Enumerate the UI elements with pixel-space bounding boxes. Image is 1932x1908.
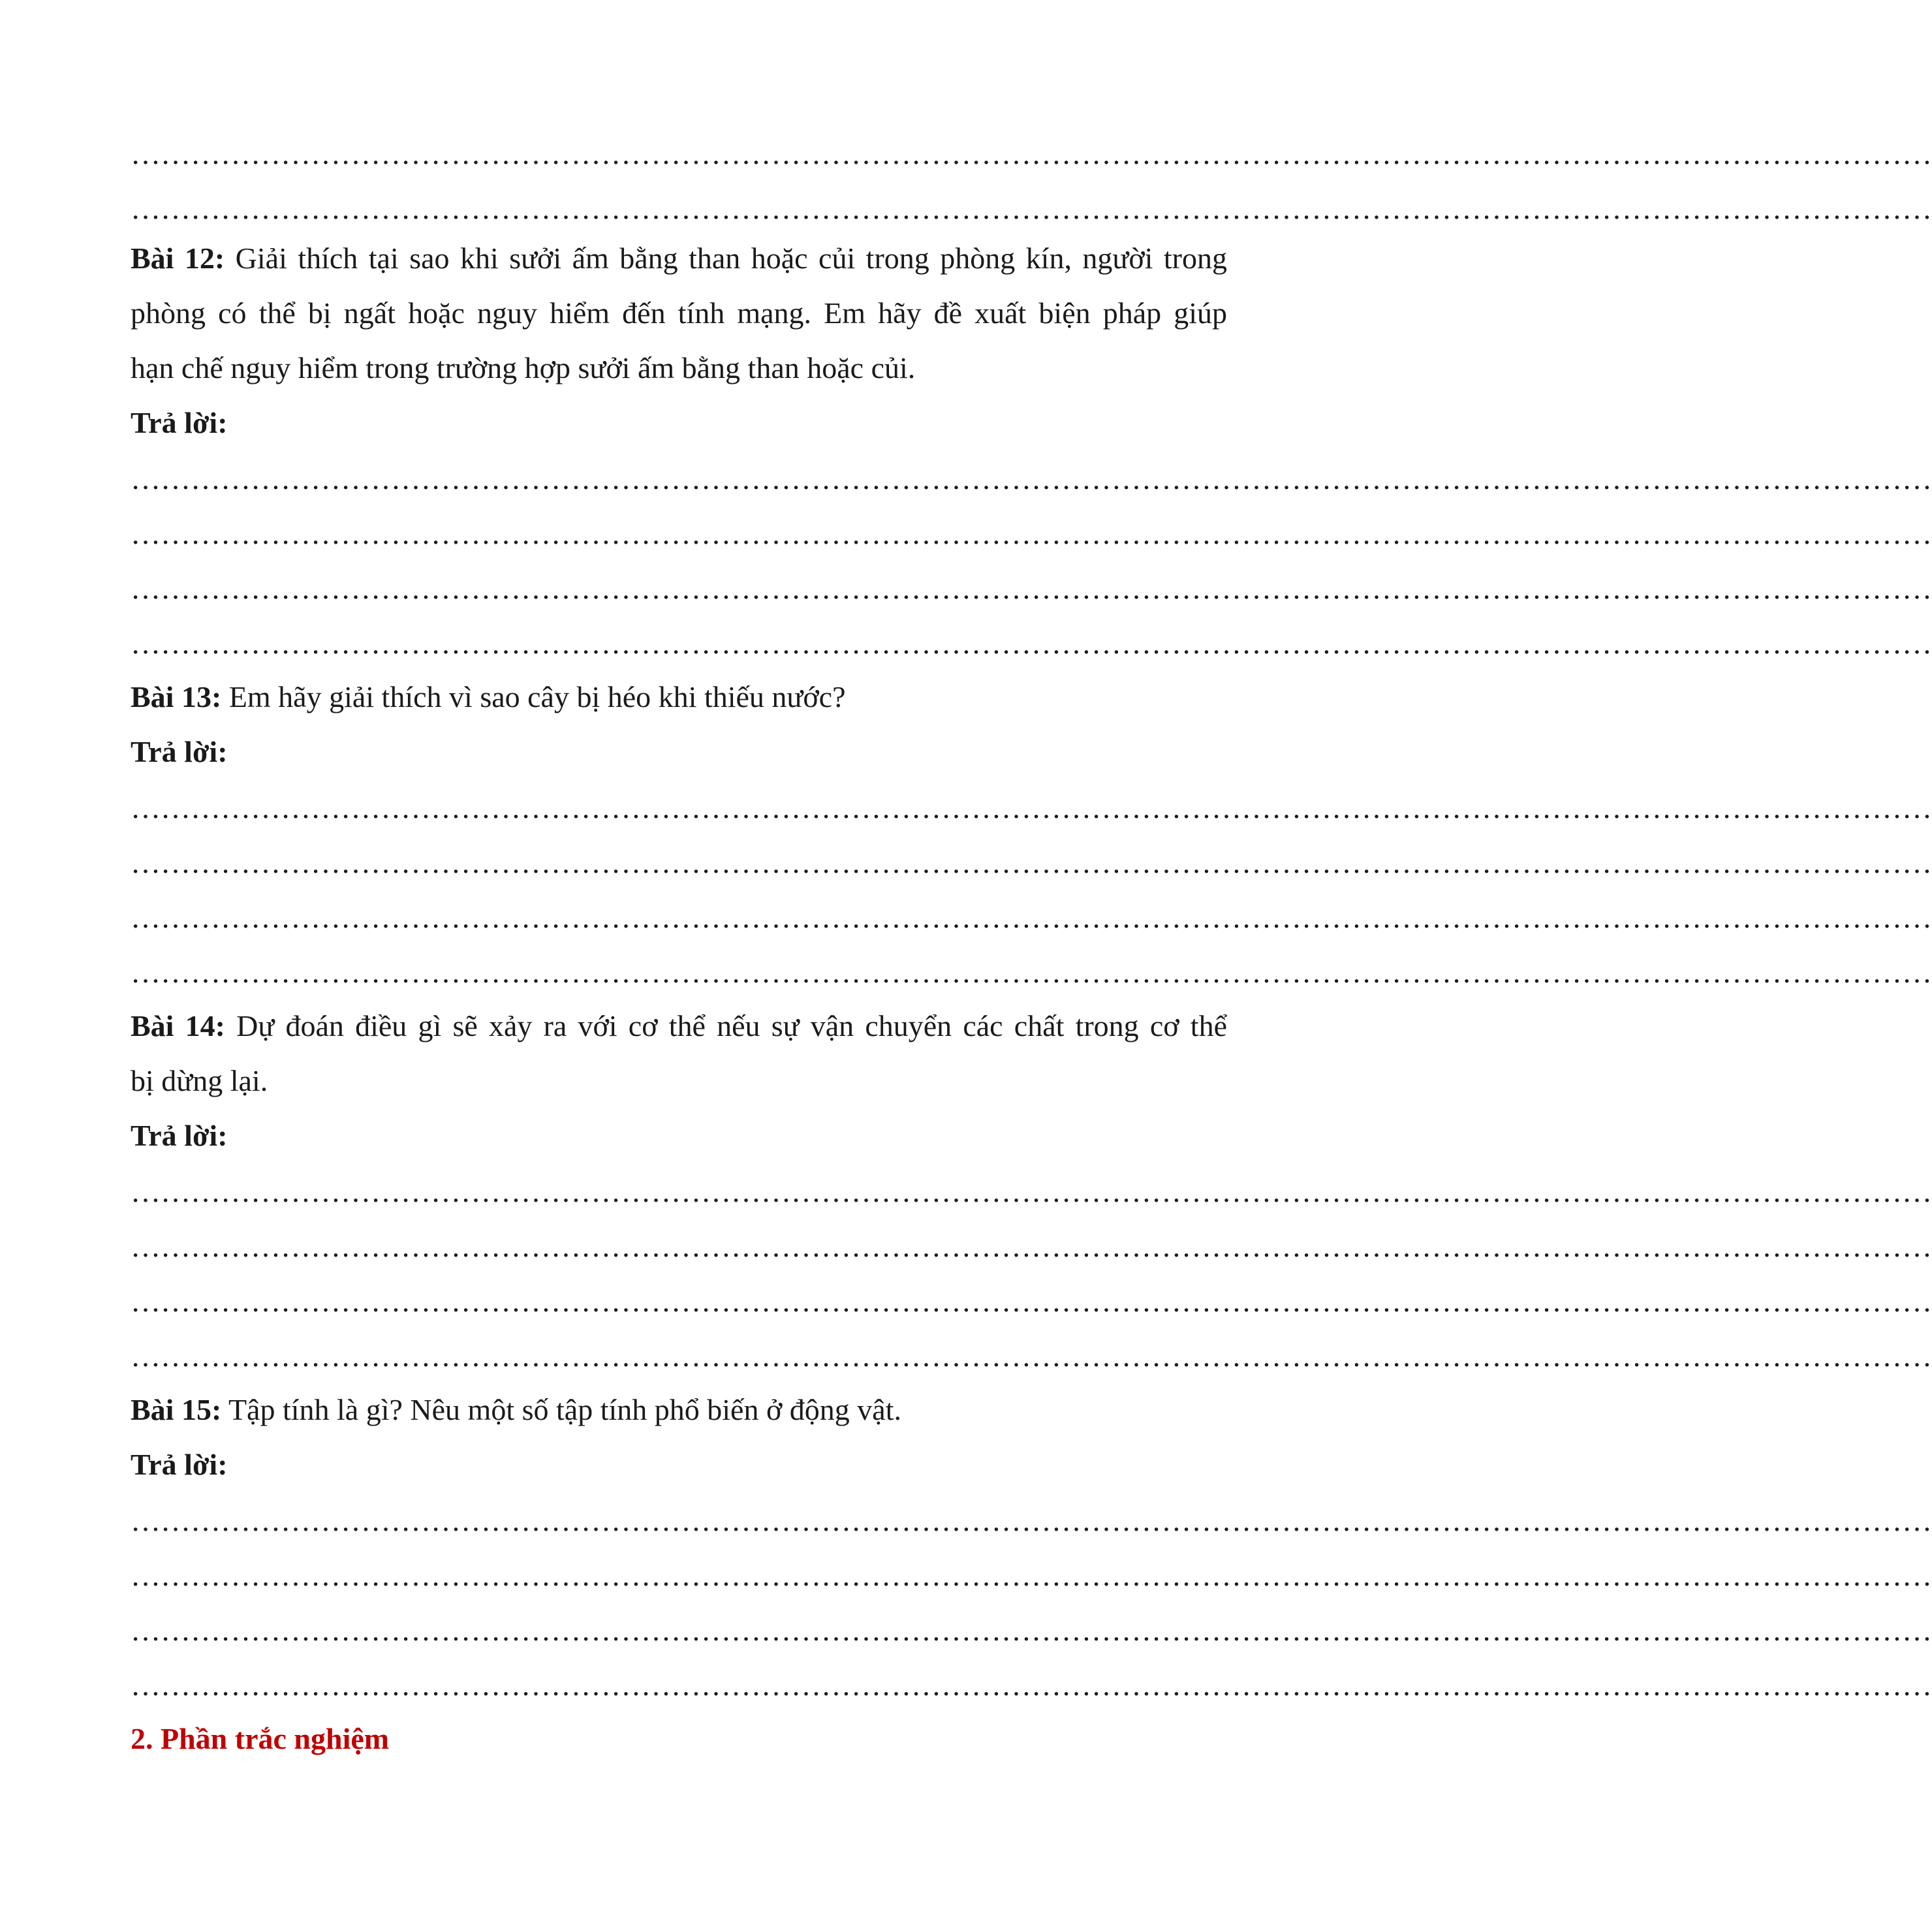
answer-line: ……………………………………………………………………………………………………………………………………………………………… bbox=[131, 192, 1932, 225]
answer-line: ……………………………………………………………………………………………………………………………………………………………… bbox=[131, 1175, 1932, 1208]
answer-line: ……………………………………………………………………………………………………………………………………………………………… bbox=[131, 1614, 1932, 1647]
question-15-line-1: Bài 15: Tập tính là gì? Nêu một số tập tính phổ biến ở động vật. bbox=[131, 1393, 901, 1426]
answer-line: ……………………………………………………………………………………………………………………………………………………………… bbox=[131, 137, 1932, 170]
answer-line: ……………………………………………………………………………………………………………………………………………………………… bbox=[131, 1504, 1932, 1537]
question-13-line-1: Bài 13: Em hãy giải thích vì sao cây bị héo khi thiếu nước? bbox=[131, 680, 846, 713]
answer-line: ……………………………………………………………………………………………………………………………………………………………… bbox=[131, 956, 1932, 989]
answer-line: ……………………………………………………………………………………………………………………………………………………………… bbox=[131, 846, 1932, 879]
answer-line: ……………………………………………………………………………………………………………………………………………………………… bbox=[131, 1339, 1932, 1373]
answer-line: ……………………………………………………………………………………………………………………………………………………………… bbox=[131, 1668, 1932, 1702]
answer-label: Trả lời: bbox=[131, 406, 228, 439]
question-12-line-3: hạn chế nguy hiểm trong trường hợp sưởi ấm bằng than hoặc củi. bbox=[131, 351, 916, 384]
question-14-line-1: Bài 14: Dự đoán điều gì sẽ xảy ra với cơ thể nếu sự vận chuyển các chất trong cơ thể bbox=[131, 1009, 1227, 1042]
answer-label: Trả lời: bbox=[131, 1119, 228, 1152]
section-title: 2. Phần trắc nghiệm bbox=[131, 1722, 390, 1755]
answer-line: ……………………………………………………………………………………………………………………………………………………………… bbox=[131, 1559, 1932, 1592]
answer-line: ……………………………………………………………………………………………………………………………………………………………… bbox=[131, 791, 1932, 824]
answer-label: Trả lời: bbox=[131, 735, 228, 768]
answer-line: ……………………………………………………………………………………………………………………………………………………………… bbox=[131, 1230, 1932, 1263]
answer-line: ……………………………………………………………………………………………………………………………………………………………… bbox=[131, 1285, 1932, 1318]
question-12-line-1: Bài 12: Giải thích tại sao khi sưởi ấm bằng than hoặc củi trong phòng kín, người trong bbox=[131, 242, 1228, 275]
answer-line: ……………………………………………………………………………………………………………………………………………………………… bbox=[131, 462, 1932, 495]
answer-line: ……………………………………………………………………………………………………………………………………………………………… bbox=[131, 517, 1932, 550]
answer-line: ……………………………………………………………………………………………………………………………………………………………… bbox=[131, 901, 1932, 934]
answer-label: Trả lời: bbox=[131, 1448, 228, 1481]
question-14-label: Bài 14: bbox=[131, 1009, 225, 1042]
question-12-line-2: phòng có thể bị ngất hoặc nguy hiểm đến tính mạng. Em hãy đề xuất biện pháp giúp bbox=[131, 296, 1227, 330]
question-14-line-2: bị dừng lại. bbox=[131, 1064, 268, 1097]
question-12-label: Bài 12: bbox=[131, 242, 225, 275]
answer-line: ……………………………………………………………………………………………………………………………………………………………… bbox=[131, 572, 1932, 605]
question-15-label: Bài 15: bbox=[131, 1393, 222, 1426]
answer-line: ……………………………………………………………………………………………………………………………………………………………… bbox=[131, 627, 1932, 660]
question-13-label: Bài 13: bbox=[131, 680, 222, 713]
